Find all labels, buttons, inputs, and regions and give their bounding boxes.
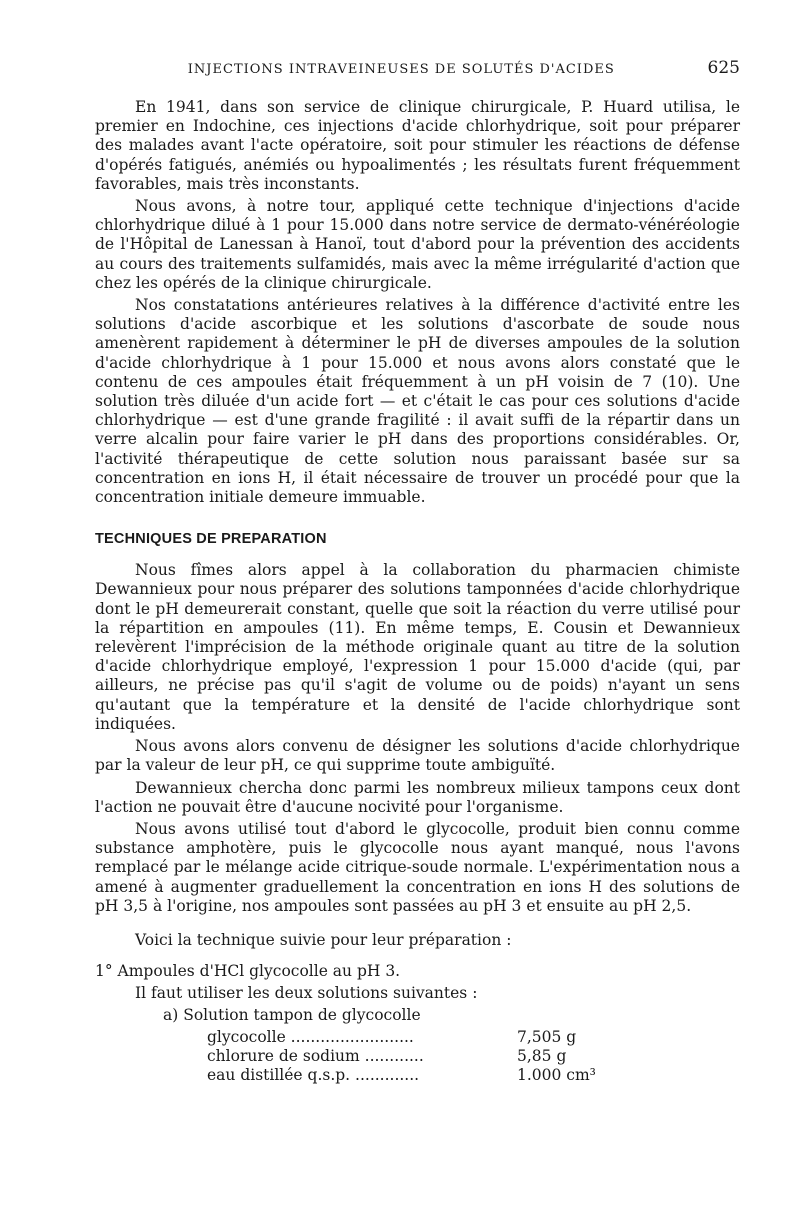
recipe-row	[207, 1028, 596, 1047]
paragraph: Nos constatations antérieures relatives à la différence d'activité entre les solutions d'acide ascorbique et les solutions d'ascorbate de soude nous amenèrent rapidement à déterminer le pH de diverses ampoules de la solution d'acide chlorhydrique à 1 pour 15.000 et nous avons alors constaté que le contenu de ces ampoules était fréquemment à un pH voisin de 7 (10). Une solution très diluée d'un acide fort — et c'était le cas pour ces solutions d'acide chlorhydrique — est d'une grande fragilité : il avait suffi de la répartir dans un verre alcalin pour faire varier le pH dans des proportions considérables. Or, l'activité thérapeutique de cette solution nous paraissant basée sur sa concentration en ions H, il était nécessaire de trouver un procédé pour que la concentration initiale demeure immuable.	[95, 296, 740, 507]
ingredient-label: glycocolle .........................	[207, 1028, 414, 1047]
list-item-1-instruction: Il faut utiliser les deux solutions suivantes :	[135, 984, 478, 1003]
page-number: 625	[707, 58, 740, 78]
recipe-row	[207, 1047, 596, 1066]
list-item-1-a: a) Solution tampon de glycocolle	[163, 1006, 421, 1025]
list-item-1: 1° Ampoules d'HCl glycocolle au pH 3.	[95, 962, 401, 981]
paragraph: Nous fîmes alors appel à la collaboration du pharmacien chimiste Dewannieux pour nous préparer des solutions tamponnées d'acide chlorhydrique dont le pH demeurerait constant, quelle que soit la réaction du verre utilisé pour la répartition en ampoules (11). En même temps, E. Cousin et Dewannieux relevèrent l'imprécision de la méthode originale quant au titre de la solution d'acide chlorhydrique employé, l'expression 1 pour 15.000 d'acide (qui, par ailleurs, ne précise pas qu'il s'agit de volume ou de poids) n'ayant un sens qu'autant que la température et la densité de l'acide chlorhydrique sont indiquées.	[95, 561, 740, 733]
recipe-row	[207, 1066, 596, 1085]
section-heading: TECHNIQUES DE PREPARATION	[95, 531, 327, 548]
recipe-table	[207, 1028, 596, 1085]
ingredient-label: eau distillée q.s.p. .............	[207, 1066, 420, 1085]
paragraph: Nous avons alors convenu de désigner les solutions d'acide chlorhydrique par la valeur de leur pH, ce qui supprime toute ambiguïté.	[95, 737, 740, 775]
paragraph: En 1941, dans son service de clinique chirurgicale, P. Huard utilisa, le premier en Indochine, ces injections d'acide chlorhydrique, soit pour préparer des malades avant l'acte opératoire, soit pour stimuler les réactions de défense d'opérés fatigués, anémiés ou hypoalimentés ; les résultats furent fréquemment favorables, mais très inconstants.	[95, 98, 740, 193]
ingredient-label: chlorure de sodium ............	[207, 1047, 424, 1066]
paragraph: Dewannieux chercha donc parmi les nombreux milieux tampons ceux dont l'action ne pouvait être d'aucune nocivité pour l'organisme.	[95, 778, 740, 816]
running-title: INJECTIONS INTRAVEINEUSES DE SOLUTÉS D'ACIDES	[187, 62, 615, 77]
ingredient-amount: 1.000 cm³	[517, 1066, 596, 1085]
paragraph: Nous avons, à notre tour, appliqué cette technique d'injections d'acide chlorhydrique dilué à 1 pour 15.000 dans notre service de dermato-vénéréologie de l'Hôpital de Lanessan à Hanoï, tout d'abord pour la prévention des accidents au cours des traitements sulfamidés, mais avec la même irrégularité d'action que chez les opérés de la clinique chirurgicale.	[95, 197, 740, 292]
running-header	[95, 58, 740, 78]
ingredient-amount: 5,85 g	[517, 1047, 567, 1066]
technique-intro: Voici la technique suivie pour leur préparation :	[135, 930, 512, 949]
paragraph: Nous avons utilisé tout d'abord le glycocolle, produit bien connu comme substance amphotère, puis le glycocolle nous ayant manqué, nous l'avons remplacé par le mélange acide citrique-soude normale. L'expérimentation nous a amené à augmenter graduellement la concentration en ions H des solutions de pH 3,5 à l'origine, nos ampoules sont passées au pH 3 et ensuite au pH 2,5.	[95, 819, 740, 915]
ingredient-amount: 7,505 g	[517, 1028, 577, 1047]
